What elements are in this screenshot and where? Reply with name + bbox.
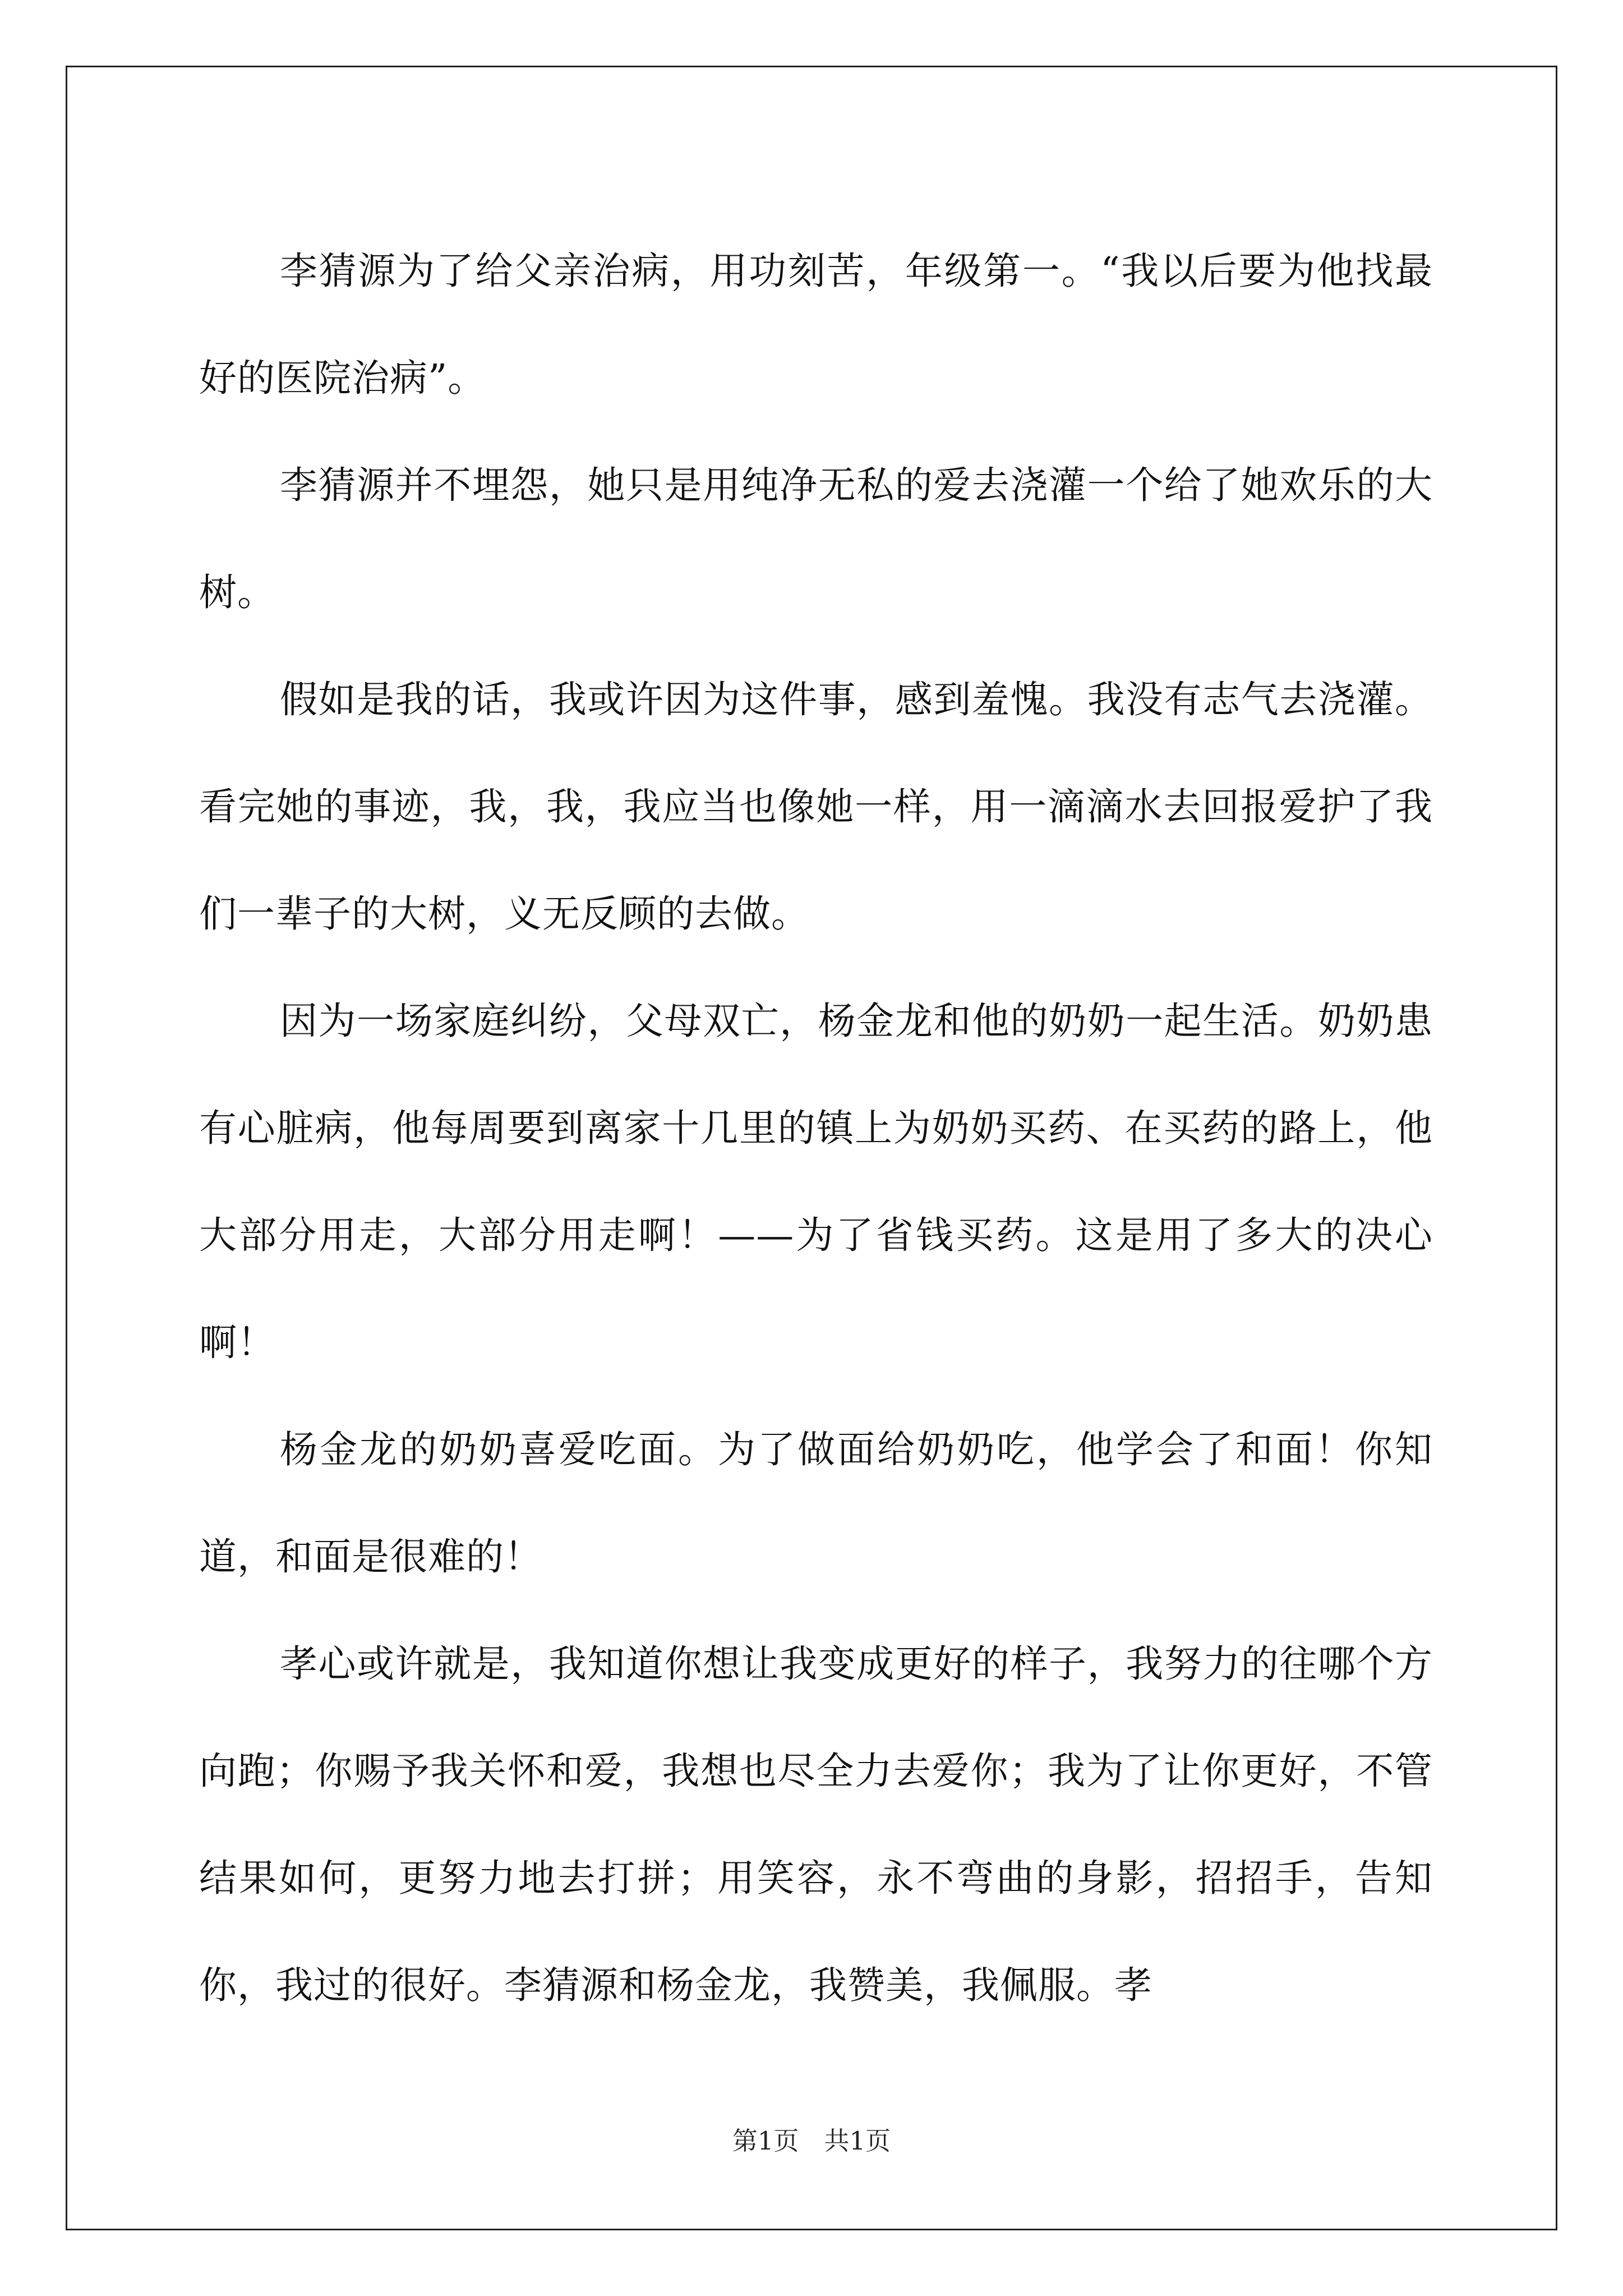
paragraph-6: 孝心或许就是，我知道你想让我变成更好的样子，我努力的往哪个方向跑；你赐予我关怀和爱，我想也尽全力去爱你；我为了让你更好，不管结果如何，更努力地去打拼；用笑容，永不弯曲的身影，招招手，告知你，我过的很好。李猜源和杨金龙，我赞美，我佩服。孝 — [199, 1642, 1433, 2007]
document-body — [199, 218, 1433, 2039]
page-footer: 第1页 共1页 — [732, 2126, 891, 2156]
paragraph-1: 李猜源为了给父亲治病，用功刻苦，年级第一。“我以后要为他找最好的医院治病”。 — [199, 249, 1433, 400]
paragraph-3: 假如是我的话，我或许因为这件事，感到羞愧。我没有志气去浇灌。看完她的事迹，我，我，我应当也像她一样，用一滴滴水去回报爱护了我们一辈子的大树，义无反顾的去做。 — [199, 678, 1433, 936]
paragraph-2: 李猜源并不埋怨，她只是用纯净无私的爱去浇灌一个给了她欢乐的大树。 — [199, 463, 1433, 614]
paragraph-4: 因为一场家庭纠纷，父母双亡，杨金龙和他的奶奶一起生活。奶奶患有心脏病，他每周要到离家十几里的镇上为奶奶买药、在买药的路上，他大部分用走，大部分用走啊！——为了省钱买药。这是用了多大的决心啊！ — [199, 999, 1433, 1364]
paragraph-5: 杨金龙的奶奶喜爱吃面。为了做面给奶奶吃，他学会了和面！你知道，和面是很难的！ — [199, 1428, 1433, 1579]
